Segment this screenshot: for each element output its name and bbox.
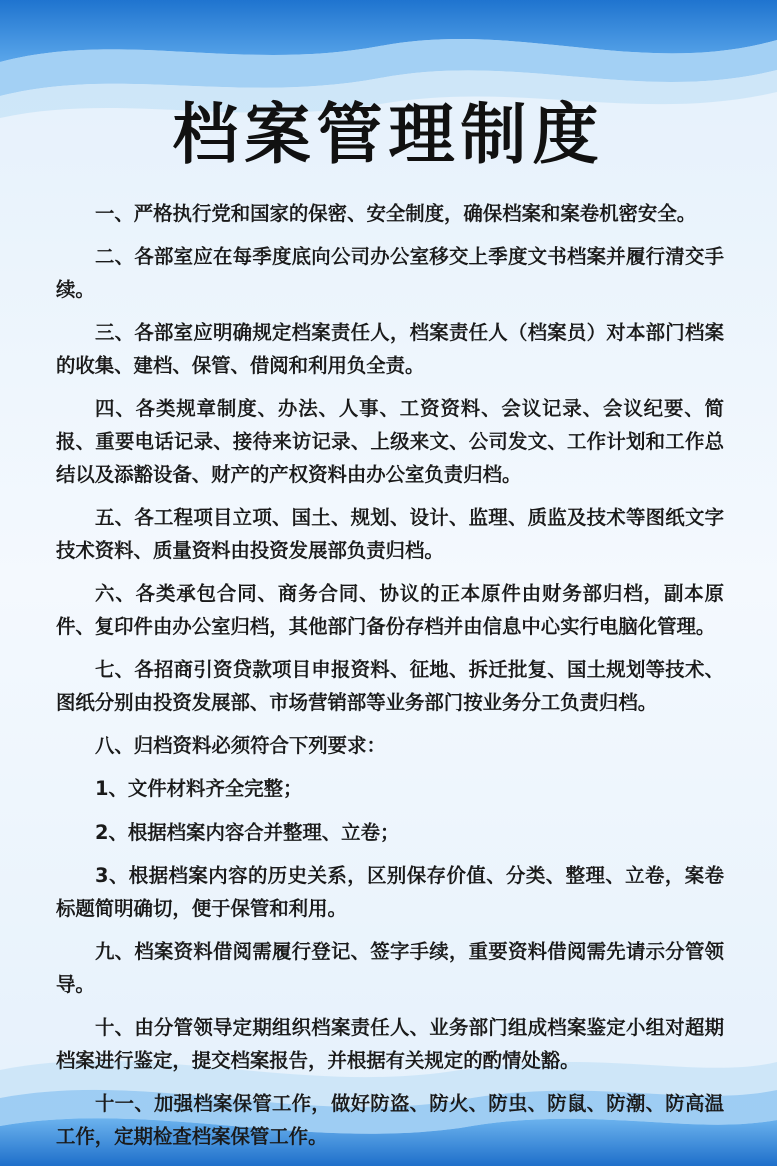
rule-paragraph: 七、各招商引资贷款项目申报资料、征地、拆迁批复、国土规划等技术、图纸分别由投资发展部、市场营销部等业务部门按业务分工负责归档。 bbox=[56, 658, 724, 714]
rule-paragraph: 1、文件材料齐全完整； bbox=[95, 777, 303, 801]
rule-paragraph: 四、各类规章制度、办法、人事、工资资料、会议记录、会议纪要、简报、重要电话记录、接待来访记录、上级来文、公司发文、工作计划和工作总结以及添豁设备、财产的产权资料由办公室负责归档。 bbox=[56, 397, 724, 486]
rule-paragraph: 3、根据档案内容的历史关系，区别保存价值、分类、整理、立卷，案卷标题简明确切，便于保管和利用。 bbox=[56, 863, 724, 920]
rule-paragraph: 2、根据档案内容合并整理、立卷； bbox=[95, 820, 400, 844]
rule-paragraph: 一、严格执行党和国家的保密、安全制度，确保档案和案卷机密安全。 bbox=[95, 202, 697, 225]
rule-paragraph: 十一、加强档案保管工作，做好防盗、防火、防虫、防鼠、防潮、防高温工作，定期检查档案保管工作。 bbox=[56, 1091, 724, 1148]
rule-paragraph: 五、各工程项目立项、国土、规划、设计、监理、质监及技术等图纸文字技术资料、质量资料由投资发展部负责归档。 bbox=[56, 506, 724, 562]
rule-paragraph: 十、由分管领导定期组织档案责任人、业务部门组成档案鉴定小组对超期档案进行鉴定，提交档案报告，并根据有关规定的酌情处豁。 bbox=[56, 1015, 724, 1072]
rule-paragraph: 六、各类承包合同、商务合同、协议的正本原件由财务部归档，副本原件、复印件由办公室归档，其他部门备份存档并由信息中心实行电脑化管理。 bbox=[56, 582, 724, 638]
rule-paragraph: 二、各部室应在每季度底向公司办公室移交上季度文书档案并履行清交手续。 bbox=[56, 245, 724, 301]
rule-paragraph: 三、各部室应明确规定档案责任人，档案责任人（档案员）对本部门档案的收集、建档、保管、借阅和利用负全责。 bbox=[56, 321, 724, 377]
poster-title: 档案管理制度 bbox=[172, 96, 605, 173]
rule-paragraph: 八、归档资料必须符合下列要求： bbox=[95, 734, 386, 757]
rule-paragraph: 九、档案资料借阅需履行登记、签字手续，重要资料借阅需先请示分管领导。 bbox=[56, 939, 724, 996]
rules-content bbox=[56, 198, 724, 1164]
